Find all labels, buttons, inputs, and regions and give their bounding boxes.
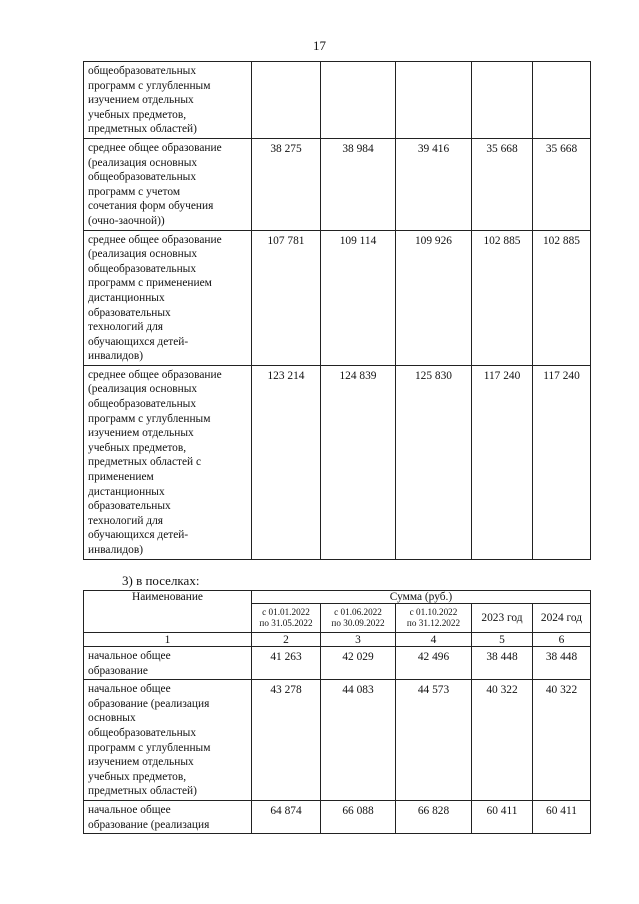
row-name-line: технологий для [88, 321, 164, 334]
period-header [396, 604, 472, 633]
row-name-line: общеобразовательных [88, 398, 197, 411]
value-cell: 41 263 [252, 647, 321, 680]
row-name-line: учебных предметов, [88, 108, 187, 121]
row-name [84, 365, 252, 559]
value-cell [321, 62, 396, 139]
period-header-line1: с 01.06.2022 [334, 607, 382, 617]
row-name-line: технологий для [88, 514, 164, 527]
row-name-line: начальное общее [88, 803, 171, 816]
value-cell [252, 62, 321, 139]
section-title: 3) в поселках: [122, 573, 200, 588]
row-name-line: общеобразовательных [88, 726, 197, 739]
value-cell: 43 278 [252, 680, 321, 801]
value-cell: 39 416 [396, 138, 472, 230]
header-name: Наименование [84, 591, 252, 633]
table-row [84, 138, 591, 230]
period-header-line2: по 30.09.2022 [331, 618, 385, 628]
value-cell: 117 240 [472, 365, 533, 559]
value-cell: 66 828 [396, 800, 472, 833]
value-cell: 35 668 [472, 138, 533, 230]
row-name-line: предметных областей с [88, 456, 202, 469]
row-name [84, 230, 252, 365]
period-header [252, 604, 321, 633]
row-name-line: учебных предметов, [88, 770, 187, 783]
value-cell: 124 839 [321, 365, 396, 559]
row-name-line: учебных предметов, [88, 441, 187, 454]
value-cell: 38 275 [252, 138, 321, 230]
row-name-line: программ с углубленным [88, 741, 211, 754]
table-row [84, 365, 591, 559]
row-name [84, 62, 252, 139]
column-number: 3 [321, 633, 396, 647]
value-cell [472, 62, 533, 139]
row-name-line: образовательных [88, 500, 171, 513]
row-name-line: среднее общее образование [88, 141, 222, 154]
row-name-line: образовательных [88, 306, 171, 319]
column-number: 2 [252, 633, 321, 647]
row-name-line: общеобразовательных [88, 171, 197, 184]
value-cell: 38 448 [533, 647, 591, 680]
period-header [533, 604, 591, 633]
value-cell: 109 114 [321, 230, 396, 365]
row-name-line: программ с углубленным [88, 79, 211, 92]
row-name-line: (реализация основных [88, 156, 198, 169]
value-cell [396, 62, 472, 139]
value-cell: 44 083 [321, 680, 396, 801]
value-cell: 38 448 [472, 647, 533, 680]
row-name-line: инвалидов) [88, 350, 144, 363]
row-name-line: применением [88, 471, 154, 484]
table-row [84, 800, 591, 833]
period-header [321, 604, 396, 633]
value-cell: 107 781 [252, 230, 321, 365]
row-name-line: сочетания форм обучения [88, 200, 214, 213]
row-name-line: программ с углубленным [88, 412, 211, 425]
row-name-line: инвалидов) [88, 544, 144, 556]
row-name-line: изучением отдельных [88, 94, 194, 107]
row-name-line: (реализация основных [88, 248, 198, 261]
table-row [84, 62, 591, 139]
column-number: 1 [84, 633, 252, 647]
table-row [84, 647, 591, 680]
value-cell: 40 322 [472, 680, 533, 801]
row-name-line: начальное общее [88, 683, 171, 696]
row-name-line: предметных областей) [88, 123, 197, 136]
value-cell: 109 926 [396, 230, 472, 365]
value-cell: 40 322 [533, 680, 591, 801]
row-name-line: обучающихся детей- [88, 335, 189, 348]
row-name-line: образование (реализация [88, 818, 210, 831]
value-cell: 60 411 [472, 800, 533, 833]
value-cell: 117 240 [533, 365, 591, 559]
header-sum: Сумма (руб.) [252, 591, 591, 604]
value-cell: 60 411 [533, 800, 591, 833]
period-header-line2: по 31.12.2022 [406, 618, 461, 628]
page-number: 17 [313, 38, 326, 53]
value-cell: 66 088 [321, 800, 396, 833]
row-name-line: (реализация основных [88, 383, 198, 396]
row-name-line: среднее общее образование [88, 368, 222, 381]
row-name-line: образование [88, 664, 148, 677]
row-name-line: (очно-заочной)) [88, 214, 165, 227]
value-cell: 125 830 [396, 365, 472, 559]
row-name-line: обучающихся детей- [88, 529, 189, 542]
table-row [84, 230, 591, 365]
value-cell: 64 874 [252, 800, 321, 833]
value-cell: 123 214 [252, 365, 321, 559]
value-cell: 44 573 [396, 680, 472, 801]
value-cell: 102 885 [472, 230, 533, 365]
value-cell: 35 668 [533, 138, 591, 230]
row-name-line: среднее общее образование [88, 233, 222, 246]
column-number: 4 [396, 633, 472, 647]
table-row [84, 680, 591, 801]
value-cell: 42 496 [396, 647, 472, 680]
row-name-line: общеобразовательных [88, 65, 197, 77]
row-name-line: программ с учетом [88, 185, 181, 198]
period-header-line1: 2023 год [481, 612, 523, 624]
row-name-line: дистанционных [88, 485, 165, 498]
period-header-line2: по 31.05.2022 [259, 618, 313, 628]
row-name-line: изучением отдельных [88, 756, 194, 769]
column-number: 5 [472, 633, 533, 647]
column-number: 6 [533, 633, 591, 647]
row-name-line: образование (реализация [88, 697, 210, 710]
period-header [472, 604, 533, 633]
value-cell: 38 984 [321, 138, 396, 230]
tariff-table-continued [83, 61, 591, 560]
row-name-line: программ с применением [88, 277, 212, 290]
period-header-line1: с 01.01.2022 [262, 607, 310, 617]
row-name [84, 138, 252, 230]
period-header-line1: 2024 год [540, 612, 583, 624]
value-cell: 42 029 [321, 647, 396, 680]
row-name [84, 680, 252, 801]
row-name-line: изучением отдельных [88, 427, 194, 440]
row-name [84, 647, 252, 680]
value-cell [533, 62, 591, 139]
row-name-line: предметных областей) [88, 785, 197, 798]
period-header-line1: с 01.10.2022 [409, 607, 458, 617]
row-name-line: начальное общее [88, 650, 171, 662]
row-name-line: общеобразовательных [88, 262, 197, 275]
value-cell: 102 885 [533, 230, 591, 365]
tariff-table-settlements [83, 590, 591, 834]
row-name [84, 800, 252, 833]
row-name-line: дистанционных [88, 291, 165, 304]
row-name-line: основных [88, 712, 136, 725]
